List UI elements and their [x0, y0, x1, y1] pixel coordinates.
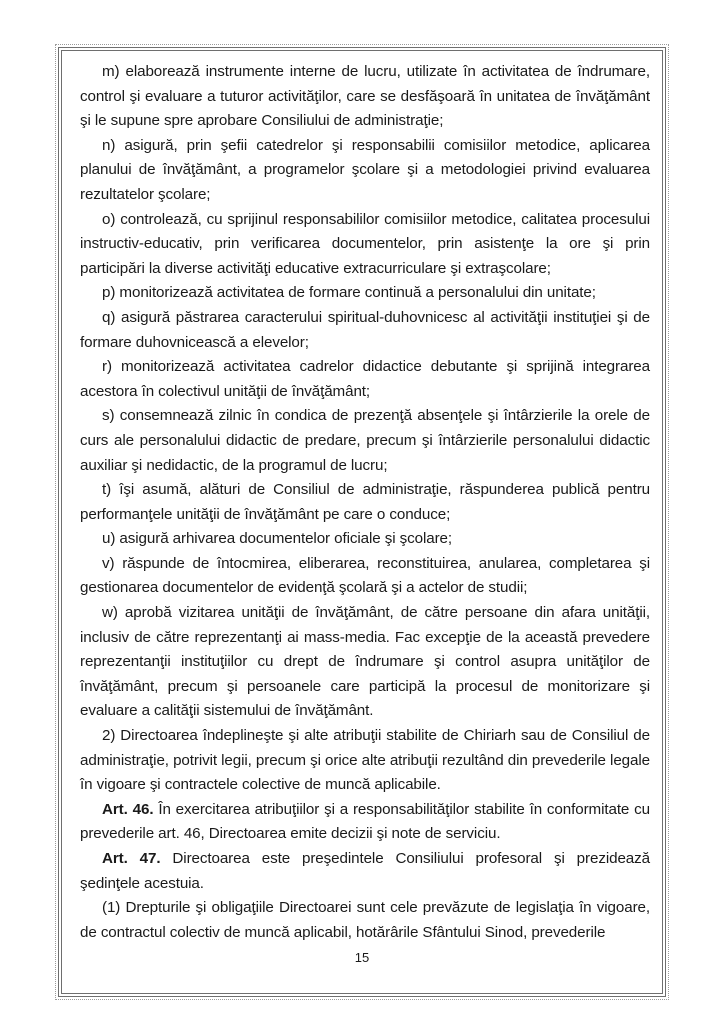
paragraph-u: u) asigură arhivarea documentelor oficiale şi şcolare; — [102, 530, 452, 548]
page-number: 15 — [354, 950, 370, 965]
article-47-label: Art. 47. — [102, 850, 161, 867]
paragraph-q: q) asigură păstrarea caracterului spiritual-duhovnicesc al activităţii instituţiei şi de formare duhovnicească a elevelor; — [80, 308, 650, 351]
paragraph-2: 2) Directoarea îndeplineşte şi alte atribuţii stabilite de Chiriarh sau de Consiliul de administraţie, potrivit legii, precum şi orice alte atribuţii rezultând din prevederile legale în vigoare şi contractele colective de muncă aplicabile. — [80, 727, 650, 794]
paragraph-t: t) îşi asumă, alături de Consiliul de administraţie, răspunderea publică pentru performanţele unităţii de învăţământ pe care o conduce; — [80, 481, 650, 523]
paragraph-r: r) monitorizează activitatea cadrelor didactice debutante şi sprijină integrarea acestora în colectivul unităţii de învăţământ; — [80, 358, 650, 400]
paragraph-p: p) monitorizează activitatea de formare continuă a personalului din unitate; — [102, 284, 596, 302]
paragraph-v: v) răspunde de întocmirea, eliberarea, reconstituirea, anularea, completarea şi gestionarea documentelor de evidenţă şcolară şi a actelor de studii; — [80, 554, 650, 597]
paragraph-m: m) elaborează instrumente interne de lucru, utilizate în activitatea de îndrumare, control şi evaluare a tuturor activităţilor, care se desfăşoară în unitatea de învăţământ şi le supune spre aprobare Consiliului de administraţie; — [80, 63, 650, 130]
document-body — [80, 60, 650, 945]
article-46-label: Art. 46. — [102, 800, 154, 818]
article-46 — [80, 798, 650, 847]
paragraph-o: o) controlează, cu sprijinul responsabililor comisiilor metodice, calitatea procesului instructiv-educativ, prin verificarea documentelor, prin asistenţe la ore şi prin participări la diverse activităţi educative extracurriculare şi extraşcolare; — [80, 210, 650, 277]
paragraph-s: s) consemnează zilnic în condica de prezenţă absenţele şi întârzierile la orele de curs ale personalului didactic de predare, precum şi întârzierile personalului didactic auxiliar şi nedidactic, de la programul de lucru; — [80, 407, 650, 474]
paragraph-1: (1) Drepturile şi obligaţiile Directoarei sunt cele prevăzute de legislaţia în vigoare, de contractul colectiv de muncă aplicabil, hotărârile Sfântului Sinod, prevederile — [80, 899, 650, 941]
article-46-text: În exercitarea atribuţiilor şi a responsabilităţilor stabilite în conformitate cu prevederile art. 46, Directoarea emite decizii şi note de serviciu. — [80, 800, 650, 843]
paragraph-w: w) aprobă vizitarea unităţii de învăţământ, de către persoane din afara unităţii, inclusiv de către reprezentanţi ai mass-media. Fac excepţie de la această prevedere reprezentanţii instituţiilor cu drept de îndrumare şi control asupra unităţilor de învăţământ, precum şi persoanele care participă la procesul de monitorizare şi evaluare a calităţii sistemului de învăţământ. — [80, 604, 650, 720]
paragraph-n: n) asigură, prin şefii catedrelor şi responsabilii comisiilor metodice, aplicarea planului de învăţământ, a programelor şcolare şi a metodologiei privind evaluarea rezultatelor şcolare; — [80, 136, 650, 203]
article-47-text: Directoarea este preşedintele Consiliului profesoral şi prezidează şedinţele acestuia. — [80, 850, 650, 892]
article-47 — [80, 847, 650, 896]
